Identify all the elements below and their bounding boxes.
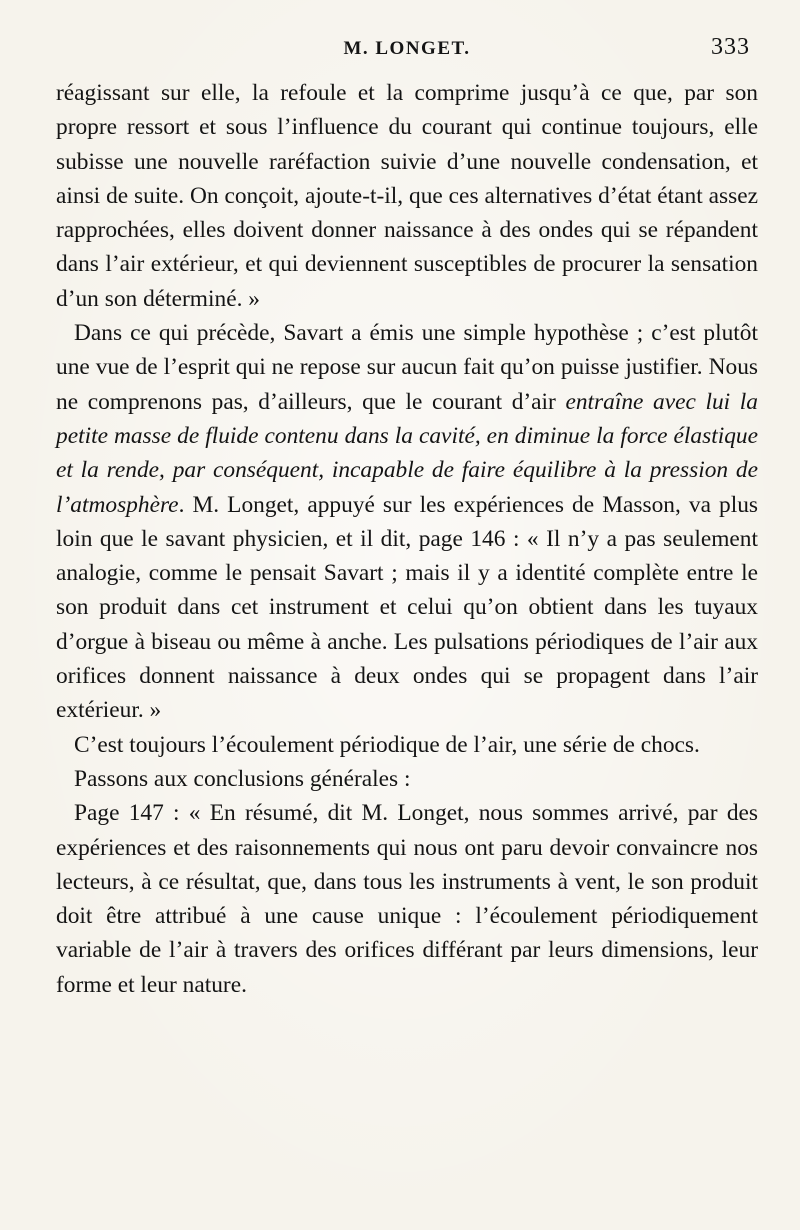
body-text (56, 76, 758, 1002)
text-segment: Page 147 : « En résumé, dit M. Longet, nous sommes arrivé, par des expériences et des raisonnements qui nous ont paru devoir convaincre nos lecteurs, à ce résultat, que, dans tous les instruments à vent, le son produit doit être attribué à une cause unique : l’écoulement périodiquement variable de l’air à travers des orifices différant par leurs dimensions, leur forme et leur nature. (56, 800, 758, 998)
text-segment: Passons aux conclusions générales : (74, 765, 411, 792)
running-head: M. LONGET. (343, 38, 471, 59)
paragraph (56, 728, 758, 762)
paragraph (56, 762, 758, 796)
page-header (56, 32, 758, 76)
paragraph (56, 316, 758, 728)
italic-text-segment: entraîne avec lui la petite masse de fluide contenu dans la cavité, en diminue la force élastique et la rende, par conséquent, incapable de faire équilibre à la pression de l’atmosphère (56, 388, 758, 518)
page-number: 333 (711, 34, 750, 60)
text-segment: . M. Longet, appuyé sur les expériences de Masson, va plus loin que le savant physicien, et il dit, page 146 : « Il n’y a pas seulement analogie, comme le pensait Savart ; mais il y a identité complète entre le son produit dans cet instrument et celui qu’on obtient dans les tuyaux d’orgue à biseau ou même à anche. Les pulsations périodiques de l’air aux orifices donnent naissance à deux ondes qui se propagent dans l’air extérieur. » (56, 491, 758, 724)
text-segment: Dans ce qui précède, Savart a émis une simple hypothèse ; c’est plutôt une vue de l’esprit qui ne repose sur aucun fait qu’on puisse justifier. Nous ne comprenons pas, d’ailleurs, que le courant d’air (56, 320, 758, 415)
text-segment: C’est toujours l’écoulement périodique de l’air, une série de chocs. (74, 731, 700, 758)
text-segment: réagissant sur elle, la refoule et la comprime jusqu’à ce que, par son propre ressort et sous l’influence du courant qui continue toujours, elle subisse une nouvelle raréfaction suivie d’une nouvelle condensation, et ainsi de suite. On conçoit, ajoute-t-il, que ces alternatives d’état étant assez rapprochées, elles doivent donner naissance à des ondes qui se répandent dans l’air extérieur, et qui deviennent susceptibles de procurer la sensation d’un son déterminé. » (56, 80, 758, 312)
paragraph (56, 796, 758, 1002)
paragraph (56, 76, 758, 316)
